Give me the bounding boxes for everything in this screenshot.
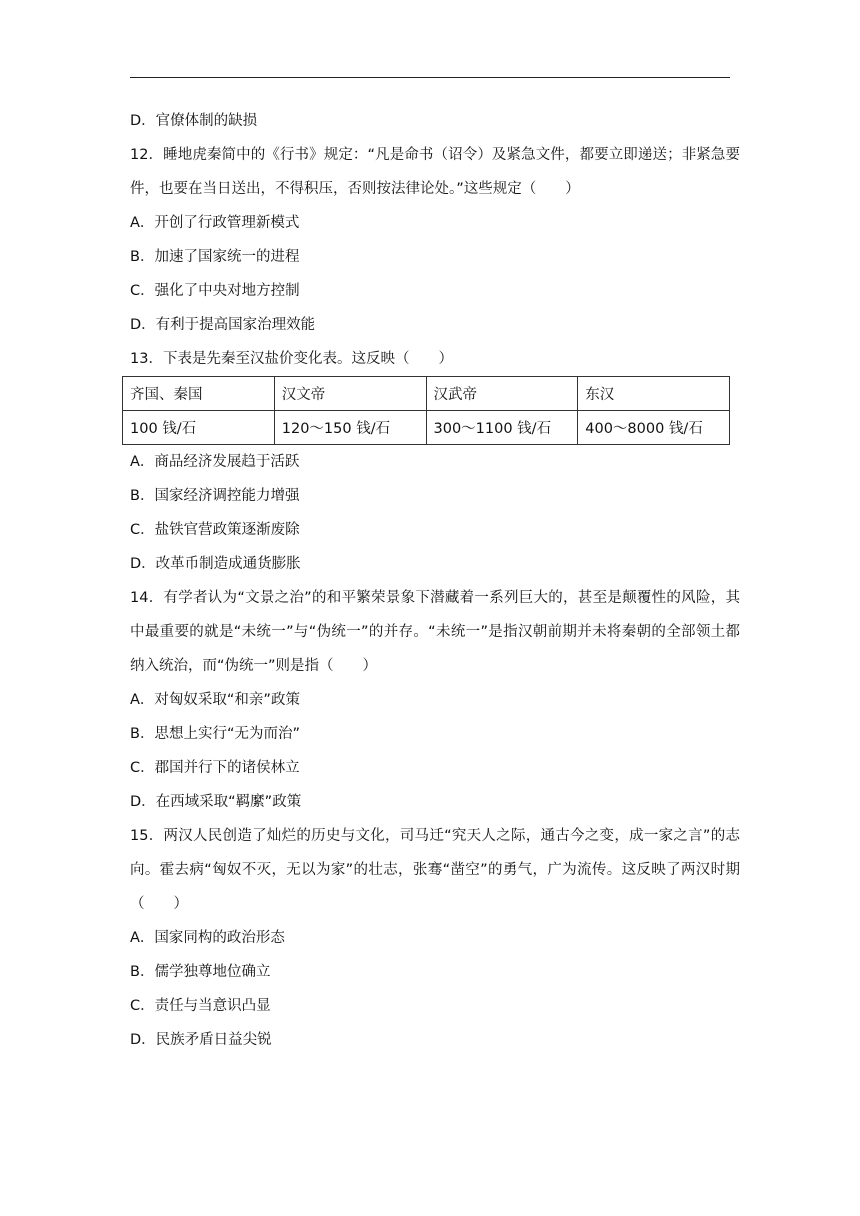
table-header-cell: 东汉 — [578, 377, 730, 411]
table-header-cell: 汉武帝 — [426, 377, 578, 411]
q15-option-c: C．责任与当意识凸显 — [130, 998, 271, 1014]
table-cell: 120～150 钱/石 — [274, 411, 426, 445]
table-cell: 400～8000 钱/石 — [578, 411, 730, 445]
table-header-cell: 汉文帝 — [274, 377, 426, 411]
table-cell: 300～1100 钱/石 — [426, 411, 578, 445]
q14-option-c: C．郡国并行下的诸侯林立 — [130, 760, 300, 776]
q12-option-c: C．强化了中央对地方控制 — [130, 283, 300, 299]
table-header-cell: 齐国、秦国 — [123, 377, 275, 411]
q12-option-b: B．加速了国家统一的进程 — [130, 249, 300, 265]
q14-option-b: B．思想上实行“无为而治” — [130, 726, 300, 742]
table-row — [123, 377, 730, 411]
q14-option-d: D．在西域采取“羁縻”政策 — [130, 794, 302, 810]
q13-option-a: A．商品经济发展趋于活跃 — [130, 454, 300, 470]
q15-option-d: D．民族矛盾日益尖锐 — [130, 1032, 272, 1048]
q12-option-d: D．有利于提高国家治理效能 — [130, 317, 316, 333]
q15-option-b: B．儒学独尊地位确立 — [130, 964, 271, 980]
q14-stem: 14．有学者认为“文景之治”的和平繁荣景象下潜藏着一系列巨大的，甚至是颠覆性的风险，其中最重要的就是“未统一”与“伪统一”的并存。“未统一”是指汉朝前期并未将秦朝的全部领土都纳入统治，而“伪统一”则是指（ ） — [130, 590, 740, 674]
q12-option-a: A．开创了行政管理新模式 — [130, 215, 300, 231]
table-cell: 100 钱/石 — [123, 411, 275, 445]
q13-stem: 13．下表是先秦至汉盐价变化表。这反映（ ） — [130, 351, 453, 367]
header-rule — [130, 77, 730, 78]
q14-option-a: A．对匈奴采取“和亲”政策 — [130, 692, 300, 708]
q13-option-b: B．国家经济调控能力增强 — [130, 488, 300, 504]
question-list — [130, 104, 740, 1057]
table-row — [123, 411, 730, 445]
q13-option-d: D．改革币制造成通货膨胀 — [130, 556, 301, 572]
salt-price-table — [122, 376, 730, 445]
q15-stem: 15．两汉人民创造了灿烂的历史与文化，司马迁“究天人之际，通古今之变，成一家之言”的志向。霍去病“匈奴不灭，无以为家”的壮志，张骞“凿空”的勇气，广为流传。这反映了两汉时期（ ） — [130, 828, 740, 912]
q12-stem: 12．睡地虎秦简中的《行书》规定：“凡是命书（诏令）及紧急文件，都要立即递送；非紧急要件，也要在当日送出，不得积压，否则按法律论处。”这些规定（ ） — [130, 147, 740, 197]
q11-option-d: D．官僚体制的缺损 — [130, 113, 258, 129]
q15-option-a: A．国家同构的政治形态 — [130, 930, 285, 946]
q13-option-c: C．盐铁官营政策逐渐废除 — [130, 522, 300, 538]
